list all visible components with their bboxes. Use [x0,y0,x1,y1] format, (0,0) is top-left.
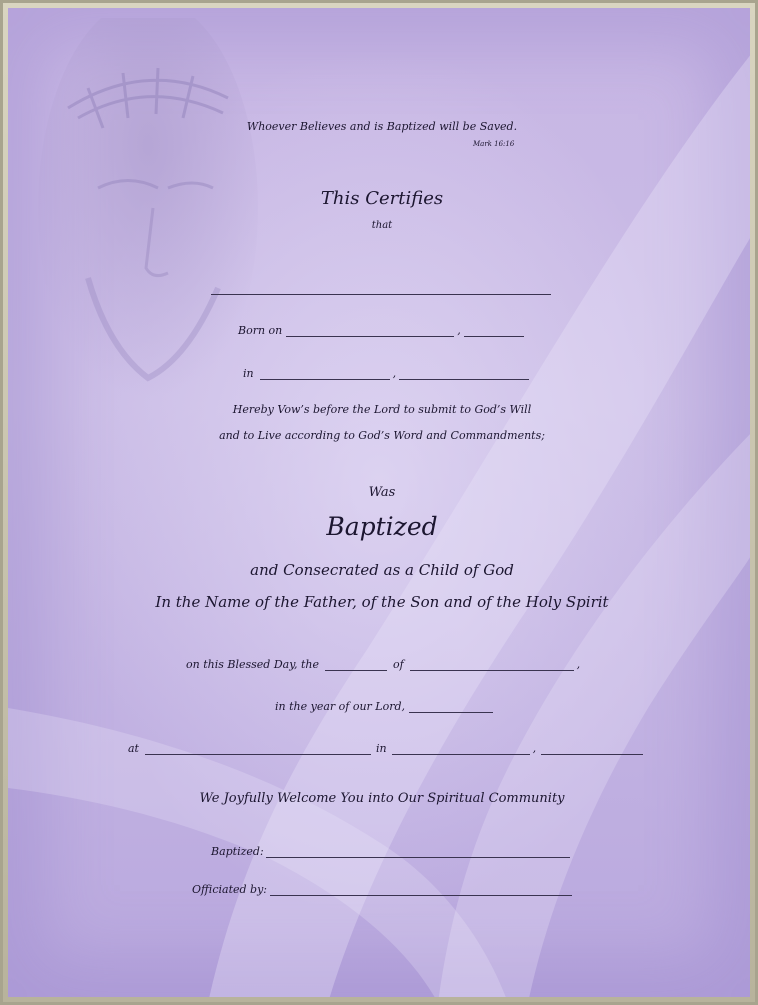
officiated-label: Officiated by: [192,883,267,896]
at-label: at [128,742,139,755]
birth-state-blank[interactable] [399,369,529,380]
baptized-signature-row [211,845,570,858]
scripture-reference: Mark 16:16 [473,140,515,148]
day-blank[interactable] [325,660,387,671]
baptized-label: Baptized: [211,845,264,858]
comma-separator: , [392,367,397,380]
name-blank-line[interactable] [211,284,551,295]
baptized-signature-line[interactable] [266,847,570,858]
scripture-quote: Whoever Believes and is Baptized will be Saved. [246,120,518,133]
born-on-label: Born on [238,324,283,337]
that-label: that [371,220,393,231]
church-blank[interactable] [145,744,371,755]
vow-line-1: Hereby Vow’s before the Lord to submit to God’s Will [232,403,532,416]
consecrated-line: and Consecrated as a Child of God [250,561,514,579]
comma-separator: , [532,742,537,755]
baptized-title: Baptized [326,512,438,541]
comma-separator: , [457,324,461,337]
crowned-figure-watermark-icon [28,18,268,488]
birth-year-blank[interactable] [464,326,524,337]
location-row [128,742,643,755]
blessed-day-row [186,658,583,671]
comma-separator: , [576,658,581,671]
blessed-day-label: on this Blessed Day, the [186,658,319,671]
birth-place-row [243,367,529,380]
was-label: Was [368,485,396,500]
officiated-signature-line[interactable] [270,885,572,896]
month-blank[interactable] [410,660,574,671]
certificate-paper [8,8,750,997]
born-on-row [238,324,524,337]
name-line-row [211,284,551,295]
birth-city-blank[interactable] [260,369,390,380]
year-row [275,700,493,713]
certificate-heading: This Certifies [320,188,444,209]
in-label-2: in [375,742,387,755]
year-label: in the year of our Lord, [275,700,406,713]
year-blank[interactable] [409,702,493,713]
birth-date-blank[interactable] [286,326,454,337]
welcome-line: We Joyfully Welcome You into Our Spiritual Community [199,791,565,806]
location-state-blank[interactable] [541,744,643,755]
officiated-signature-row [192,883,572,896]
location-city-blank[interactable] [392,744,530,755]
vow-line-2: and to Live according to God’s Word and Commandments; [219,429,545,442]
in-label: in [243,367,254,380]
of-label: of [392,658,404,671]
trinity-line: In the Name of the Father, of the Son and of the Holy Spirit [155,593,609,611]
